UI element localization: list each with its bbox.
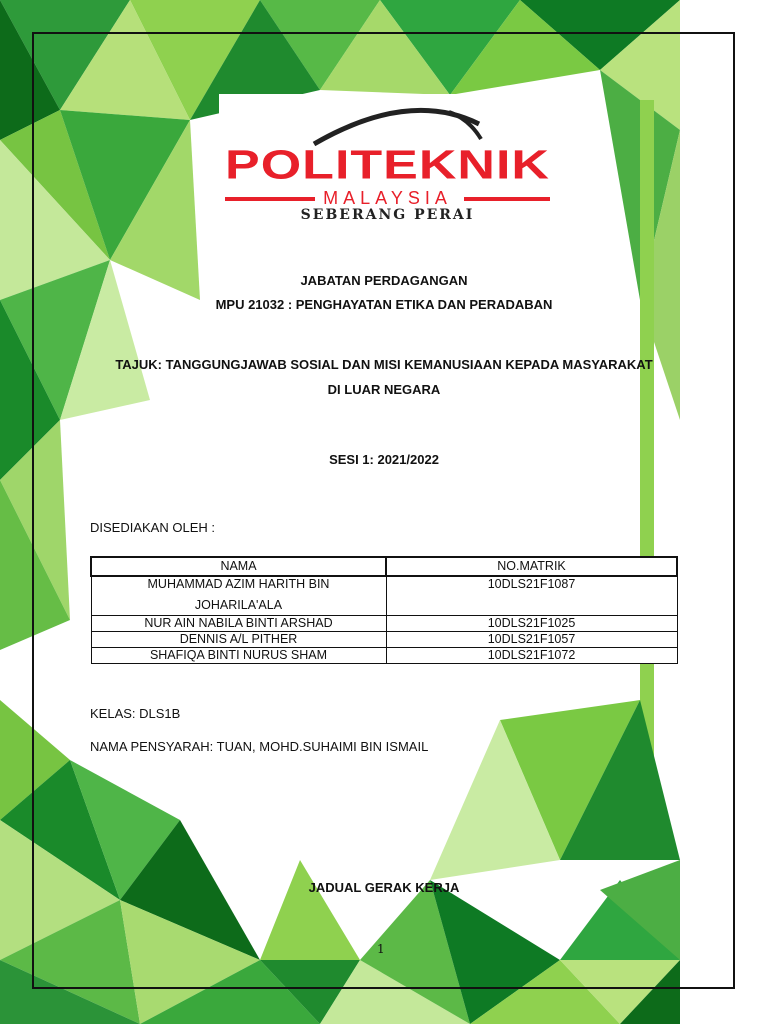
lecturer-label: NAMA PENSYARAH: TUAN, MOHD.SUHAIMI BIN ISMAIL (90, 739, 429, 754)
table-header-row (91, 557, 677, 576)
member-name-line-2: JOHARILA'ALA (194, 598, 283, 612)
members-table (90, 556, 678, 664)
prepared-by-label: DISEDIAKAN OLEH : (90, 520, 215, 535)
title-line-1: TAJUK: TANGGUNGJAWAB SOSIAL DAN MISI KEMANUSIAAN KEPADA MASYARAKAT (115, 357, 653, 372)
member-name: DENNIS A/L PITHER (91, 632, 386, 648)
member-name-cell (91, 576, 386, 616)
page-number: 1 (377, 942, 385, 956)
column-header-name: NAMA (91, 557, 386, 576)
logo-name: POLITEKNIK (225, 142, 550, 189)
schedule-title: JADUAL GERAK KERJA (308, 880, 460, 895)
course-heading: MPU 21032 : PENGHAYATAN ETIKA DAN PERADABAN (215, 297, 553, 312)
title-line-2: DI LUAR NEGARA (327, 382, 441, 397)
member-matric: 10DLS21F1025 (386, 616, 677, 632)
member-name: SHAFIQA BINTI NURUS SHAM (91, 648, 386, 664)
politeknik-logo (219, 94, 556, 228)
member-name-line-1: MUHAMMAD AZIM HARITH BIN (147, 577, 330, 591)
table-row (91, 648, 677, 664)
session-heading: SESI 1: 2021/2022 (329, 452, 439, 467)
member-matric: 10DLS21F1072 (386, 648, 677, 664)
member-name: NUR AIN NABILA BINTI ARSHAD (91, 616, 386, 632)
logo-subtitle: MALAYSIA (323, 188, 452, 208)
table-row (91, 616, 677, 632)
table-row (91, 576, 677, 616)
class-label: KELAS: DLS1B (90, 706, 181, 721)
column-header-matric: NO.MATRIK (386, 557, 677, 576)
logo-branch: SEBERANG PERAI (300, 207, 475, 223)
table-row (91, 632, 677, 648)
member-matric: 10DLS21F1087 (386, 576, 677, 616)
department-heading: JABATAN PERDAGANGAN (300, 273, 468, 288)
member-matric: 10DLS21F1057 (386, 632, 677, 648)
